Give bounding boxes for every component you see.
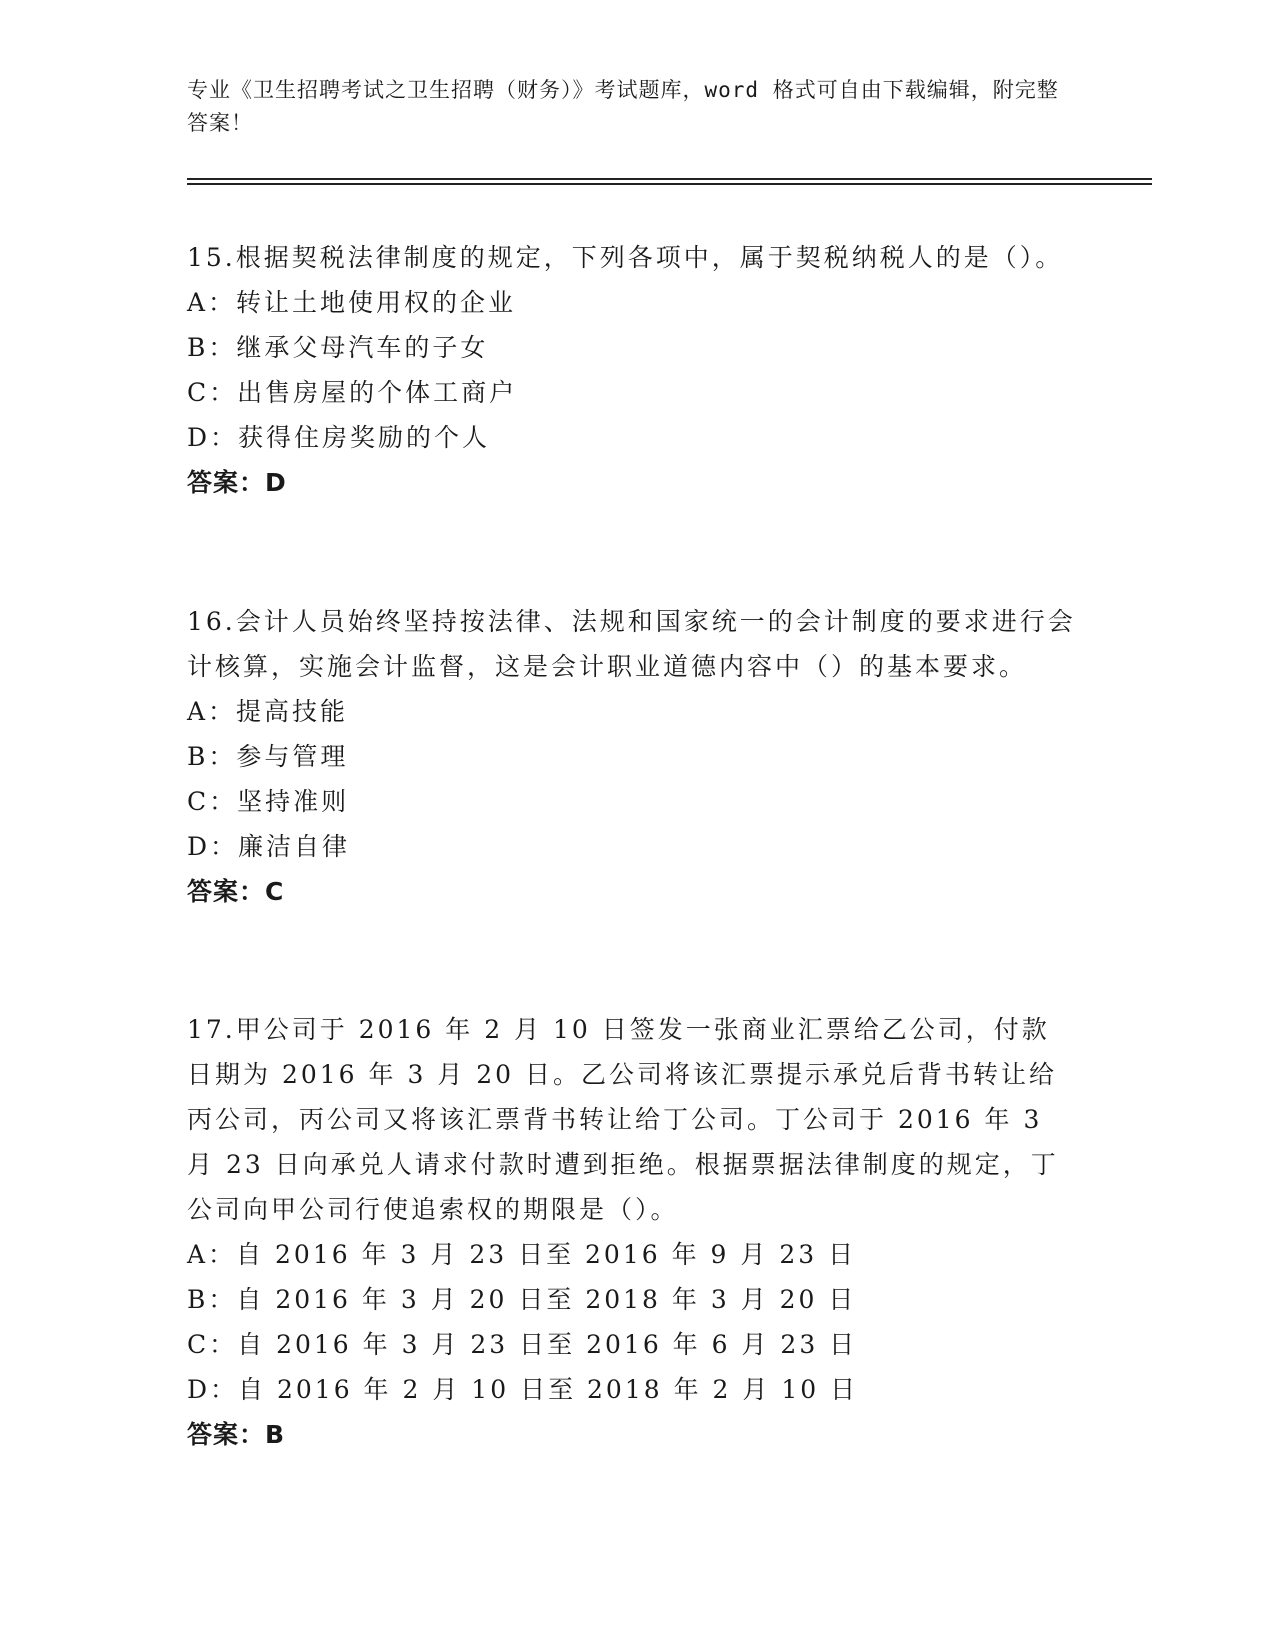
option-b: B：自 2016 年 3 月 20 日至 2018 年 3 月 20 日 — [187, 1285, 857, 1314]
answer: 答案：B — [187, 1420, 286, 1449]
option-a: A：自 2016 年 3 月 23 日至 2016 年 9 月 23 日 — [187, 1240, 857, 1269]
option-b: B：参与管理 — [187, 742, 349, 771]
question-stem: 16.会计人员始终坚持按法律、法规和国家统一的会计制度的要求进行会计核算，实施会计监督，这是会计职业道德内容中（）的基本要求。 — [187, 607, 1076, 681]
option-d: D：获得住房奖励的个人 — [187, 423, 491, 452]
option-a: A：转让土地使用权的企业 — [187, 288, 517, 317]
option-b: B：继承父母汽车的子女 — [187, 333, 489, 362]
option-c: C：出售房屋的个体工商户 — [187, 378, 518, 407]
question-16 — [187, 599, 1077, 914]
header-divider-bottom — [187, 183, 1152, 185]
answer: 答案：C — [187, 877, 285, 906]
option-d: D：廉洁自律 — [187, 832, 351, 861]
question-15 — [187, 235, 1077, 505]
question-stem: 15.根据契税法律制度的规定，下列各项中，属于契税纳税人的是（）。 — [187, 243, 1064, 272]
option-a: A：提高技能 — [187, 697, 349, 726]
option-d: D：自 2016 年 2 月 10 日至 2018 年 2 月 10 日 — [187, 1375, 859, 1404]
question-stem: 17.甲公司于 2016 年 2 月 10 日签发一张商业汇票给乙公司，付款日期为 2016 年 3 月 20 日。乙公司将该汇票提示承兑后背书转让给丙公司，丙公司又将该汇票背书转让给丁公司。丁公司于 2016 年 3 月 23 日向承兑人请求付款时遭到拒绝。根据票据法律制度的规定，丁公司向甲公司行使追索权的期限是（）。 — [187, 1015, 1059, 1224]
question-17 — [187, 1007, 1077, 1457]
option-c: C：自 2016 年 3 月 23 日至 2016 年 6 月 23 日 — [187, 1330, 858, 1359]
option-c: C：坚持准则 — [187, 787, 350, 816]
answer: 答案：D — [187, 468, 287, 497]
header-divider-top — [187, 178, 1152, 180]
header-text: 专业《卫生招聘考试之卫生招聘（财务）》考试题库，word 格式可自由下载编辑，附完整答案！ — [187, 78, 1059, 135]
